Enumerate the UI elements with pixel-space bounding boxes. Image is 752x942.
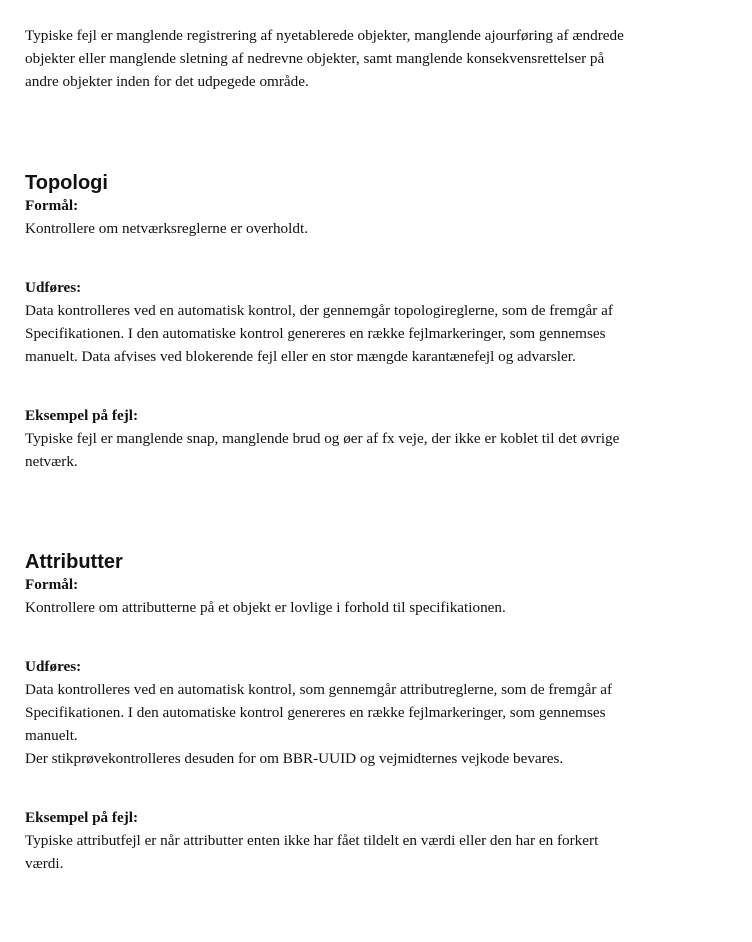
eksempel-block xyxy=(25,404,725,473)
section-title: Topologi xyxy=(25,172,108,194)
formaal-text: Kontrollere om netværksreglerne er overholdt. xyxy=(25,220,308,237)
udfoeres-label: Udføres: xyxy=(25,279,82,296)
udfoeres-text: Data kontrolleres ved en automatisk kontrol, som gennemgår attributreglerne, som de fremgår af Specifikationen. I den automatiske kontrol genereres en række fejlmarkeringer, som gennemses manuelt. Der stikprøvekontrolleres desuden for om BBR-UUID og vejmidternes vejkode bevares. xyxy=(25,681,613,767)
section-attributter xyxy=(25,550,725,875)
formaal-block xyxy=(25,194,725,240)
formaal-label: Formål: xyxy=(25,576,79,593)
eksempel-label: Eksempel på fejl: xyxy=(25,407,139,424)
eksempel-text: Typiske attributfejl er når attributter enten ikke har fået tildelt en værdi eller den har en forkert værdi. xyxy=(25,832,599,872)
intro-paragraph: Typiske fejl er manglende registrering af nyetablerede objekter, manglende ajourføring af ændrede objekter eller manglende sletning af nedrevne objekter, samt manglende konsekvensrettelser på andre objekter inden for det udpegede område. xyxy=(25,27,624,90)
udfoeres-text: Data kontrolleres ved en automatisk kontrol, der gennemgår topologireglerne, som de fremgår af Specifikationen. I den automatiske kontrol genereres en række fejlmarkeringer, som gennemses manuelt. Data afvises ved blokerende fejl eller en stor mængde karantænefejl og advarsler. xyxy=(25,302,613,365)
formaal-block xyxy=(25,573,725,619)
udfoeres-label: Udføres: xyxy=(25,658,82,675)
udfoeres-block xyxy=(25,276,725,368)
eksempel-block xyxy=(25,806,725,875)
eksempel-label: Eksempel på fejl: xyxy=(25,809,139,826)
section-title: Attributter xyxy=(25,551,123,573)
formaal-label: Formål: xyxy=(25,197,79,214)
udfoeres-block xyxy=(25,655,725,770)
section-topologi xyxy=(25,171,725,473)
formaal-text: Kontrollere om attributterne på et objekt er lovlige i forhold til specifikationen. xyxy=(25,599,506,616)
eksempel-text: Typiske fejl er manglende snap, manglende brud og øer af fx veje, der ikke er koblet til det øvrige netværk. xyxy=(25,430,620,470)
